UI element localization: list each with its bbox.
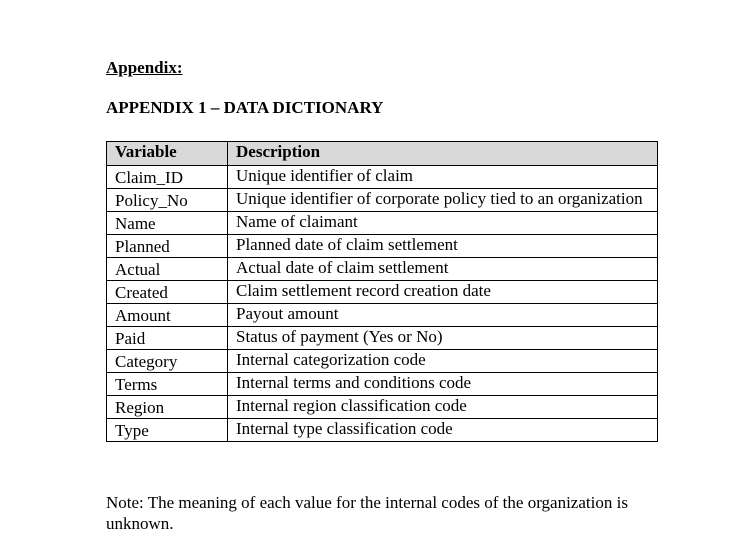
header-description: Description [228,142,658,166]
table-row [107,327,658,350]
variable-cell: Planned [107,235,228,258]
description-cell: Internal region classification code [228,396,658,419]
description-cell: Status of payment (Yes or No) [228,327,658,350]
description-cell: Internal categorization code [228,350,658,373]
table-row [107,235,658,258]
variable-cell: Claim_ID [107,166,228,189]
description-cell: Claim settlement record creation date [228,281,658,304]
description-cell: Unique identifier of corporate policy tied to an organization [228,189,658,212]
description-cell: Planned date of claim settlement [228,235,658,258]
description-cell: Name of claimant [228,212,658,235]
variable-cell: Category [107,350,228,373]
description-cell: Actual date of claim settlement [228,258,658,281]
table-row [107,304,658,327]
description-cell: Internal type classification code [228,419,658,442]
variable-cell: Terms [107,373,228,396]
description-cell: Internal terms and conditions code [228,373,658,396]
table-row [107,212,658,235]
variable-cell: Actual [107,258,228,281]
footnote: Note: The meaning of each value for the internal codes of the organization is unknown. [106,493,628,533]
description-cell: Payout amount [228,304,658,327]
variable-cell: Amount [107,304,228,327]
variable-cell: Policy_No [107,189,228,212]
variable-cell: Created [107,281,228,304]
variable-cell: Region [107,396,228,419]
table-row [107,419,658,442]
table-row [107,166,658,189]
table-row [107,350,658,373]
table-row [107,189,658,212]
table-row [107,373,658,396]
table-row [107,396,658,419]
variable-cell: Name [107,212,228,235]
section-title: APPENDIX 1 – DATA DICTIONARY [106,98,384,117]
table-header-row [107,142,658,166]
appendix-heading: Appendix: [106,58,183,77]
data-dictionary-table [106,141,658,442]
header-variable: Variable [107,142,228,166]
variable-cell: Paid [107,327,228,350]
description-cell: Unique identifier of claim [228,166,658,189]
table-row [107,281,658,304]
table-row [107,258,658,281]
variable-cell: Type [107,419,228,442]
